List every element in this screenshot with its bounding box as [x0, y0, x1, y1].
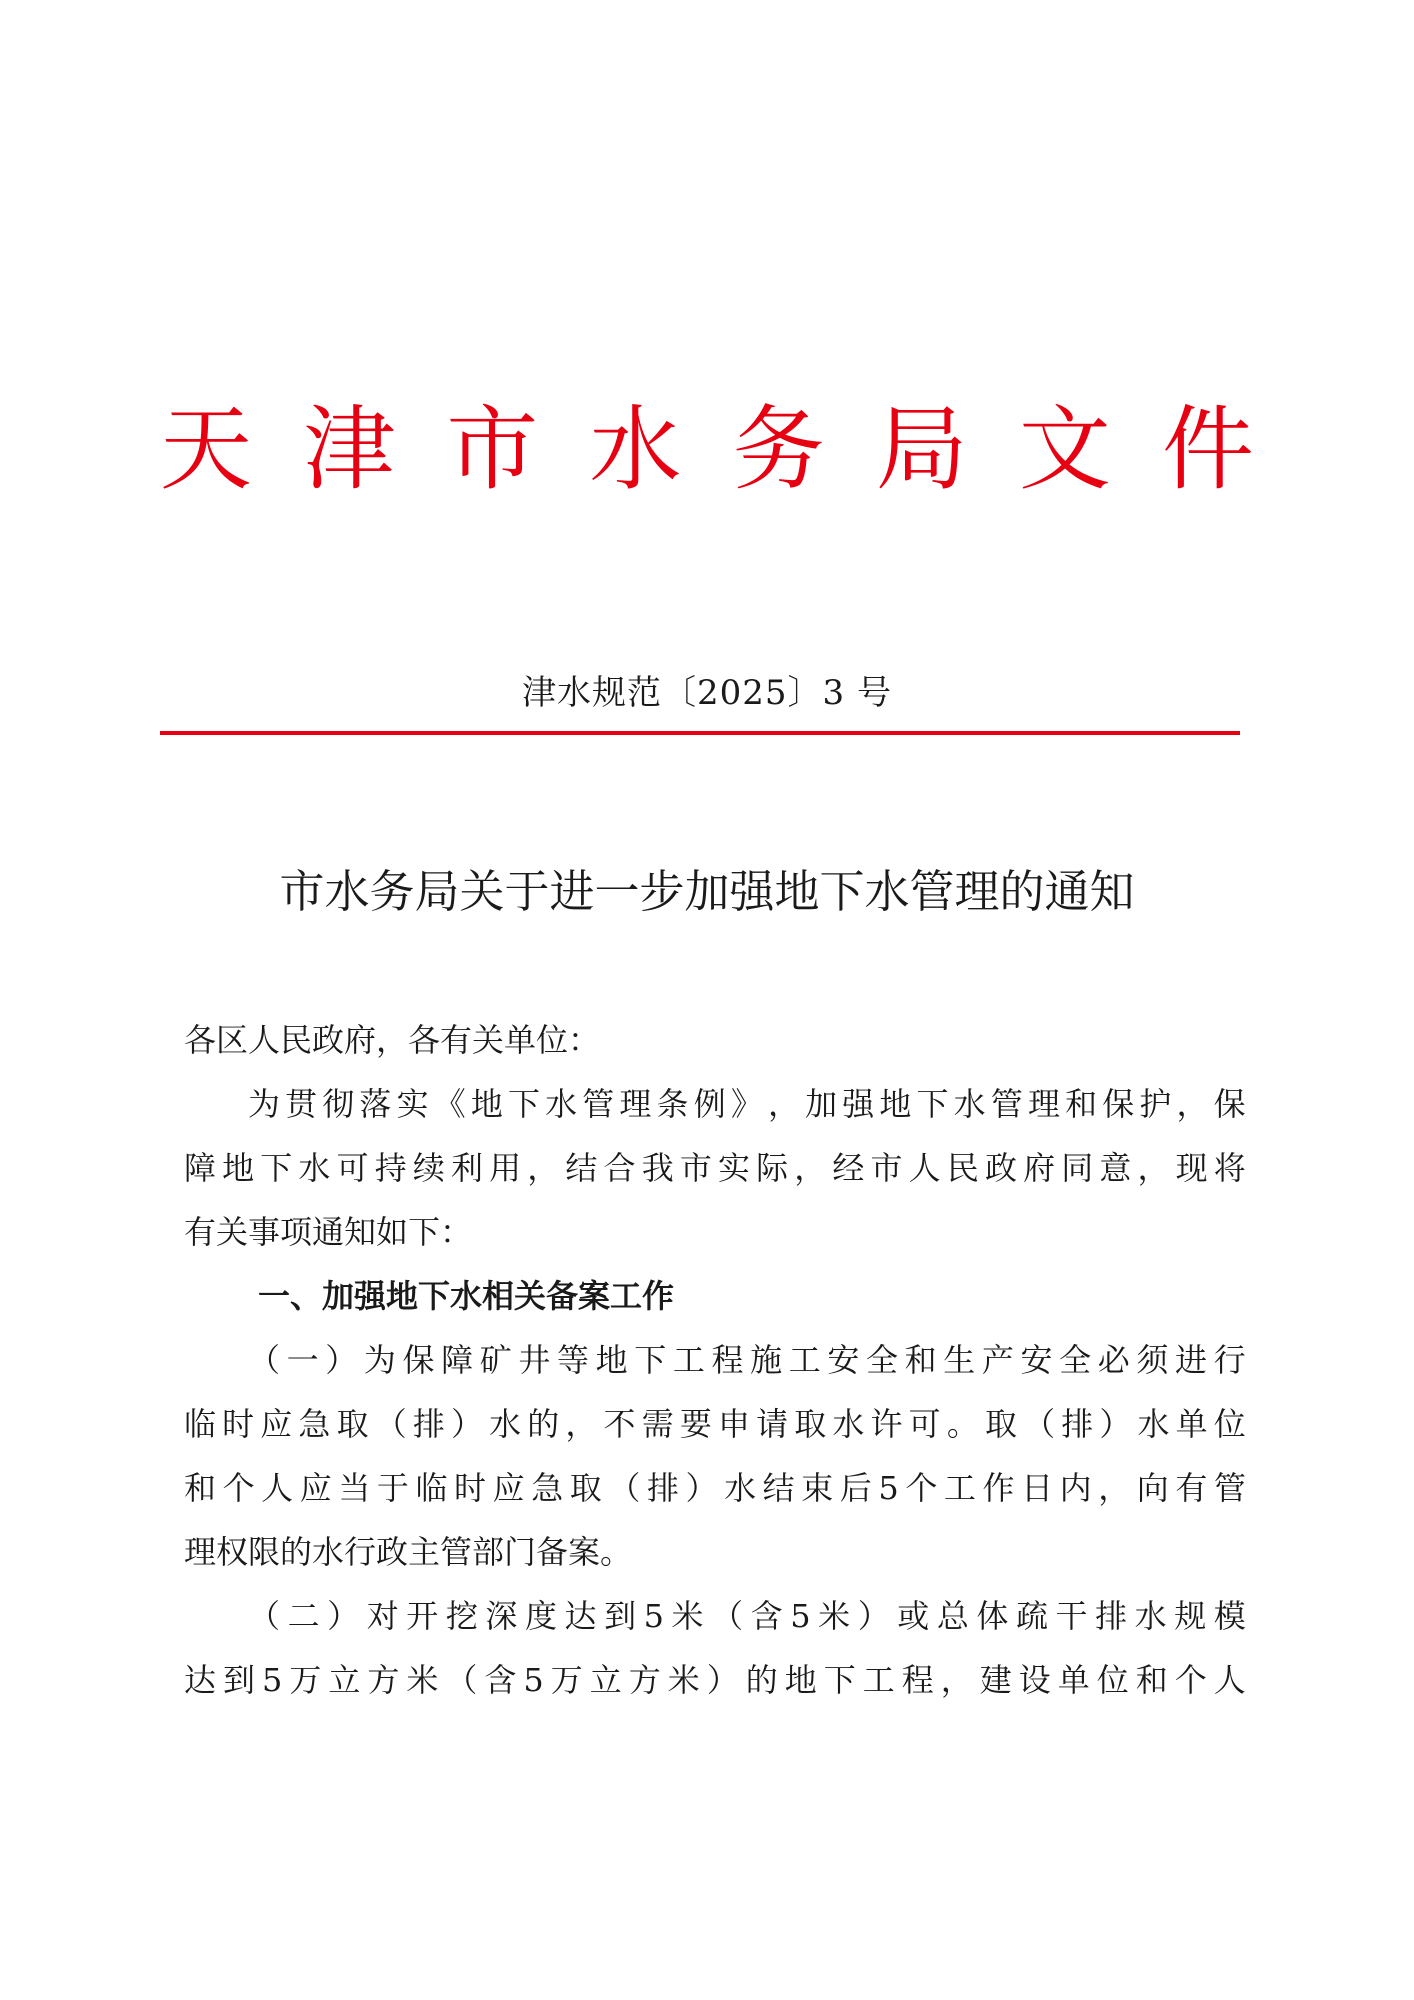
paragraph-line: 临 时 应 急 取 （ 排 ） 水 的 ， 不 需 要 申 请 取 水 许 可 。 取 （ 排 ） 水 单 位: [184, 1405, 1246, 1443]
masthead-char: 局: [875, 396, 968, 503]
masthead-char: 务: [732, 396, 825, 503]
masthead-char: 天: [160, 396, 253, 503]
masthead-char: 件: [1161, 396, 1254, 503]
paragraph-line: （ 一 ） 为 保 障 矿 井 等 地 下 工 程 施 工 安 全 和 生 产 安 全 必 须 进 行: [248, 1341, 1246, 1379]
masthead-char: 水: [589, 396, 682, 503]
paragraph-line: 为 贯 彻 落 实 《 地 下 水 管 理 条 例 》 ， 加 强 地 下 水 管 理 和 保 护 ， 保: [248, 1085, 1246, 1123]
paragraph-line: 和 个 人 应 当 于 临 时 应 急 取 （ 排 ） 水 结 束 后 5 个 工 作 日 内 ， 向 有 管: [184, 1469, 1246, 1507]
paragraph-line: 障 地 下 水 可 持 续 利 用 ， 结 合 我 市 实 际 ， 经 市 人 民 政 府 同 意 ， 现 将: [184, 1149, 1246, 1187]
section-heading: 一、加强地下水相关备案工作: [258, 1277, 675, 1315]
document-body: [184, 1008, 1246, 1712]
paragraph-line: 理权限的水行政主管部门备案。: [184, 1533, 633, 1571]
salutation: 各区人民政府，各有关单位：: [184, 1021, 601, 1059]
masthead-char: 津: [303, 396, 396, 503]
paragraph-line: 有关事项通知如下：: [184, 1213, 473, 1251]
paragraph-line: （ 二 ） 对 开 挖 深 度 达 到 5 米 （ 含 5 米 ） 或 总 体 疏 干 排 水 规 模: [248, 1597, 1246, 1635]
paragraph-line: 达 到 5 万 立 方 米 （ 含 5 万 立 方 米 ） 的 地 下 工 程 ， 建 设 单 位 和 个 人: [184, 1661, 1246, 1699]
document-title: 市水务局关于进一步加强地下水管理的通知: [279, 865, 1135, 918]
masthead-char: 文: [1018, 396, 1111, 503]
masthead-title: [160, 395, 1254, 505]
document-number: 津水规范〔2025〕3 号: [522, 673, 892, 713]
masthead-char: 市: [446, 396, 539, 503]
red-separator-line: [160, 731, 1240, 735]
